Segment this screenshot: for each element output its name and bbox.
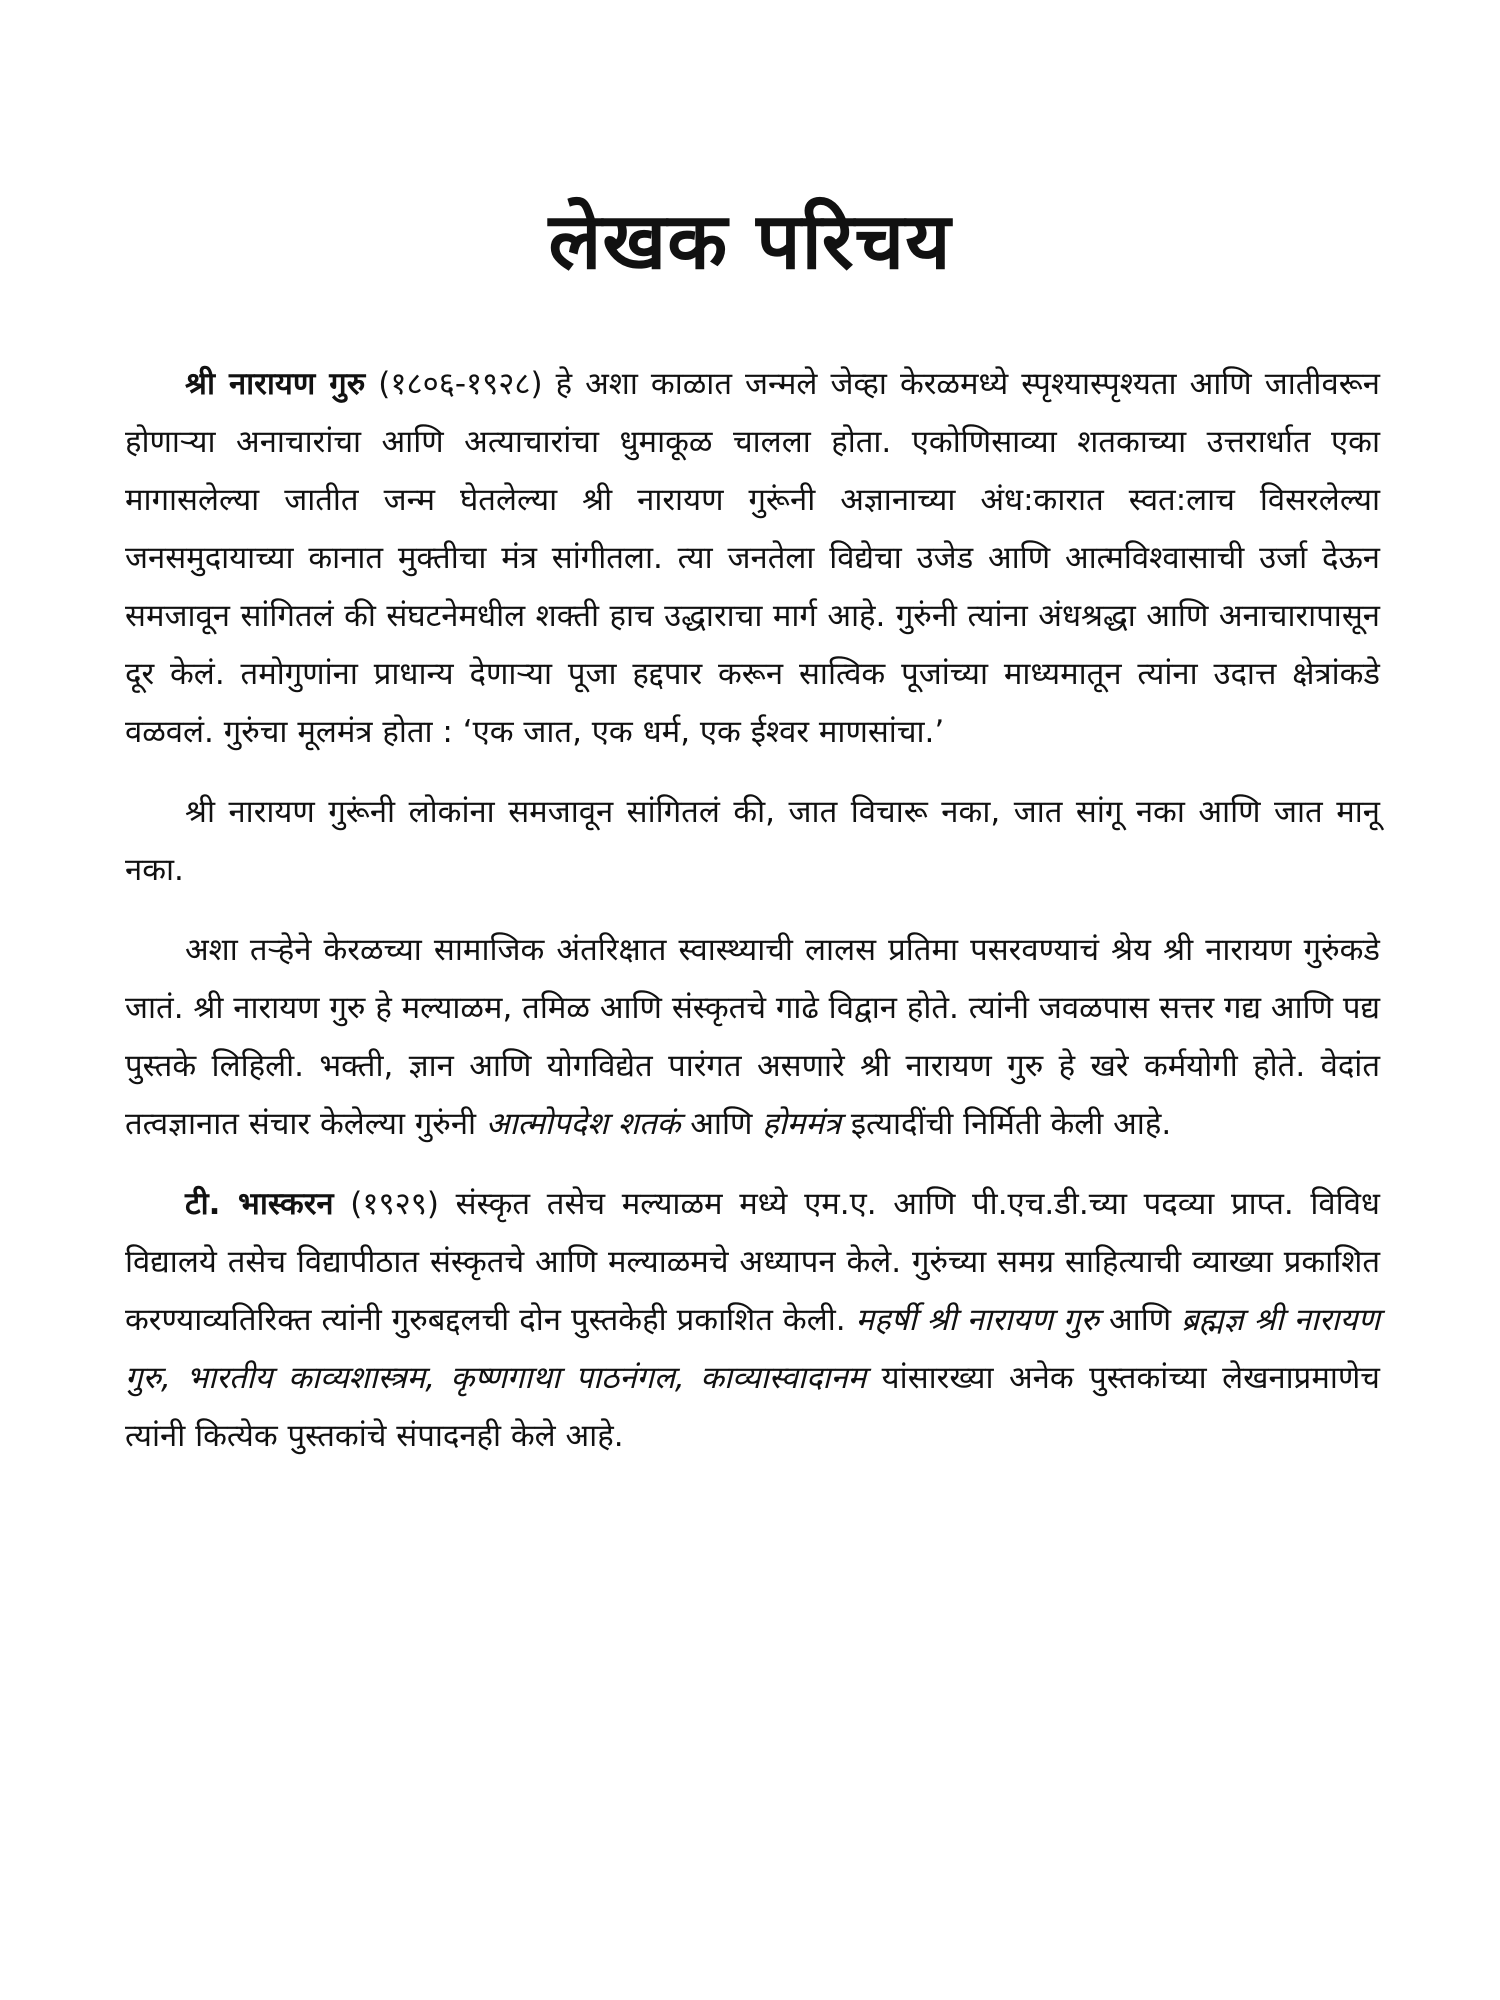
paragraph-text: श्री नारायण गुरूंनी लोकांना समजावून सांगितलं की, जात विचारू नका, जात सांगू नका आणि जात मानू नका. [125, 794, 1380, 888]
document-body [125, 355, 1380, 1487]
book-title-homamantra: होममंत्र [762, 1106, 841, 1142]
book-title-maharshi: महर्षी श्री नारायण गुरु [855, 1302, 1100, 1338]
book-title-atmopadesha: आत्मोपदेश शतकं [485, 1106, 681, 1142]
paragraph-text: आणि [680, 1106, 763, 1142]
paragraph-text: (१८०६-१९२८) हे अशा काळात जन्मले जेव्हा केरळमध्ये स्पृश्यास्पृश्यता आणि जातीवरून होणाऱ्या अनाचारांचा आणि अत्याचारांचा धुमाकूळ चालला होता. एकोणिसाव्या शतकाच्या उत्तरार्धात एका मागासलेल्या जातीत जन्म घेतलेल्या श्री नारायण गुरूंनी अज्ञानाच्या अंध:कारात स्वत:लाच विसरलेल्या जनसमुदायाच्या कानात मुक्तीचा मंत्र सांगीतला. त्या जनतेला विद्येचा उजेड आणि आत्मविश्वासाची उर्जा देऊन समजावून सांगितलं की संघटनेमधील शक्ती हाच उद्धाराचा मार्ग आहे. गुरुंनी त्यांना अंधश्रद्धा आणि अनाचारापासून दूर केलं. तमोगुणांना प्राधान्य देणाऱ्या पूजा हद्दपार करून सात्विक पूजांच्या माध्यमातून त्यांना उदात्त क्षेत्रांकडे वळवलं. गुरुंचा मूलमंत्र होता : ‘एक जात, एक धर्म, एक ईश्वर माणसांचा.’ [125, 366, 1380, 750]
page-title: लेखक परिचय [548, 197, 952, 287]
paragraph-t-bhaskaran [125, 1175, 1380, 1465]
book-titles-list: ब्रह्मज्ञ श्री नारायण गुरु, भारतीय काव्यशास्त्रम, कृष्णगाथा पाठनंगल, काव्यास्वादानम [125, 1302, 1380, 1396]
author-name-t-bhaskaran: टी. भास्करन [185, 1186, 334, 1222]
paragraph-scholarship [125, 921, 1380, 1153]
paragraph-text: यांसारख्या अनेक पुस्तकांच्या लेखनाप्रमाणेच त्यांनी कित्येक पुस्तकांचे संपादनही केले आहे. [125, 1360, 1380, 1454]
paragraph-text: अशा तऱ्हेने केरळच्या सामाजिक अंतरिक्षात स्वास्थ्याची लालस प्रतिमा पसरवण्याचं श्रेय श्री नारायण गुरुंकडे जातं. श्री नारायण गुरु हे मल्याळम, तमिळ आणि संस्कृतचे गाढे विद्वान होते. त्यांनी जवळपास सत्तर गद्य आणि पद्य पुस्तके लिहिली. भक्ती, ज्ञान आणि योगविद्येत पारंगत असणारे श्री नारायण गुरु हे खरे कर्मयोगी होते. वेदांत तत्वज्ञानात संचार केलेल्या गुरुंनी [125, 932, 1380, 1142]
paragraph-text: इत्यादींची निर्मिती केली आहे. [840, 1106, 1172, 1142]
paragraph-caste-teaching [125, 783, 1380, 899]
paragraph-text: (१९२९) संस्कृत तसेच मल्याळम मध्ये एम.ए. आणि पी.एच.डी.च्या पदव्या प्राप्त. विविध विद्यालये तसेच विद्यापीठात संस्कृतचे आणि मल्याळमचे अध्यापन केले. गुरुंच्या समग्र साहित्याची व्याख्या प्रकाशित करण्याव्यतिरिक्त त्यांनी गुरुबद्दलची दोन पुस्तकेही प्रकाशित केली. [125, 1186, 1380, 1338]
paragraph-narayana-guru-intro [125, 355, 1380, 761]
paragraph-text: आणि [1099, 1302, 1182, 1338]
author-name-narayana-guru: श्री नारायण गुरु [185, 366, 366, 402]
